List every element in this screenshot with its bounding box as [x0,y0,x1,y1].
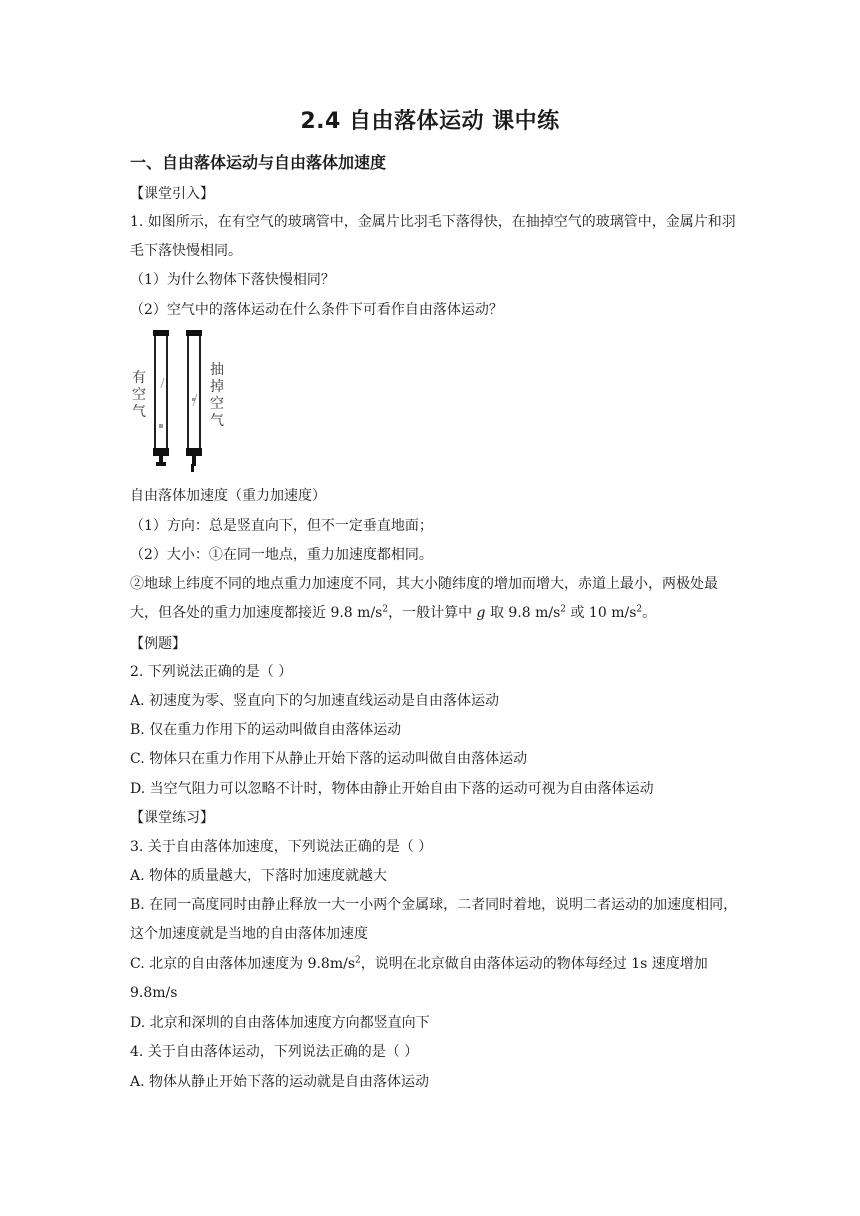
question-2-option-d: D. 当空气阻力可以忽略不计时，物体由静止开始自由下落的运动可视为自由落体运动 [130,781,654,797]
question-1-text: 1. 如图所示，在有空气的玻璃管中，金属片比羽毛下落得快，在抽掉空气的玻璃管中，金属片和羽毛下落快慢相同。 [130,214,736,259]
question-3-option-d: D. 北京和深圳的自由落体加速度方向都竖直向下 [130,1015,430,1031]
question-3-option-b: B. 在同一高度同时由静止释放一大一小两个金属球，二者同时着地，说明二者运动的加速度相同，这个加速度就是当地的自由落体加速度 [130,897,738,942]
question-2-option-a: A. 初速度为零、竖直向下的匀加速直线运动是自由落体运动 [130,693,500,709]
accel-heading: 自由落体加速度（重力加速度） [130,488,326,504]
accel-direction: （1）方向：总是竖直向下，但不一定垂直地面； [130,518,433,534]
question-4-option-a: A. 物体从静止开始下落的运动就是自由落体运动 [130,1074,430,1090]
question-1-sub2: （2）空气中的落体运动在什么条件下可看作自由落体运动？ [130,302,503,318]
glass-tube-figure [126,328,236,478]
question-2-option-c: C. 物体只在重力作用下从静止开始下落的运动叫做自由落体运动 [130,751,528,767]
question-2-stem: 2. 下列说法正确的是（ ） [130,664,293,680]
question-2-option-b: B. 仅在重力作用下的运动叫做自由落体运动 [130,722,402,738]
intro-header: 【课堂引入】 [130,186,214,202]
label-air-removed: 抽 掉 空 气 [210,362,224,429]
section-heading: 一、自由落体运动与自由落体加速度 [130,153,387,172]
label-with-air: 有 空 气 [132,370,146,420]
example-header: 【例题】 [130,636,186,652]
page-title: 2.4 自由落体运动 课中练 [300,109,560,134]
question-3-option-c: C. 北京的自由落体加速度为 $9.8m/s^2$，说明在北京做自由落体运动的物体每经过 1s 速度增加 9.8m/s [130,955,708,1001]
question-3-stem: 3. 关于自由落体加速度，下列说法正确的是（ ） [130,839,433,855]
accel-note: ②地球上纬度不同的地点重力加速度不同，其大小随纬度的增加而增大，赤道上最小，两极处最大，但各处的重力加速度都接近 9.8 $m/s^2$，一般计算中 g 取 9.8 $m/s^2$ 或 10 $m/s^2$。 [130,576,718,621]
question-1-sub1: （1）为什么物体下落快慢相同？ [130,272,335,288]
question-3-option-a: A. 物体的质量越大，下落时加速度就越大 [130,868,388,884]
question-4-stem: 4. 关于自由落体运动，下列说法正确的是（ ） [130,1044,419,1060]
accel-magnitude: （2）大小：①在同一地点，重力加速度都相同。 [130,547,433,563]
practice-header: 【课堂练习】 [130,810,214,826]
